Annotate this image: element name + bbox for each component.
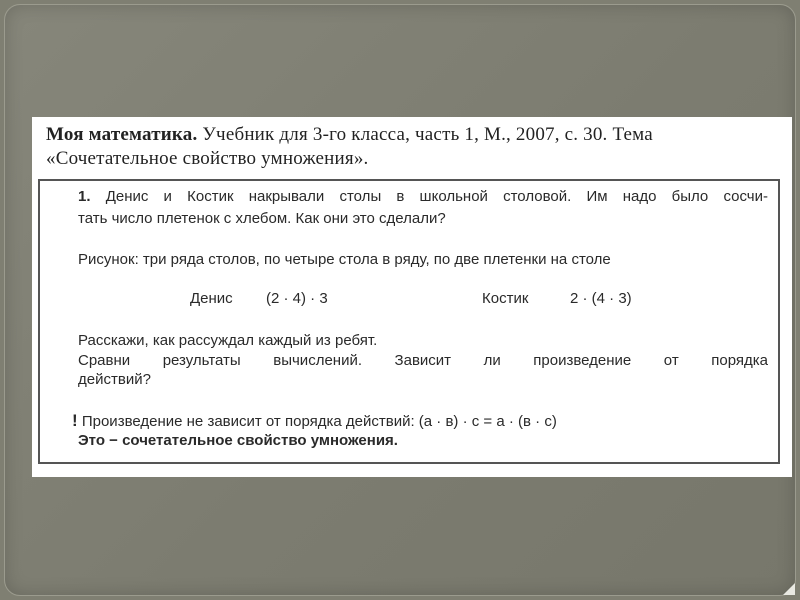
question-2-line-1: Сравни результаты вычислений. Зависит ли произведение от порядка xyxy=(78,352,768,369)
question-1: Расскажи, как рассуждал каждый из ребят. xyxy=(78,332,378,349)
denis-expression: (2 · 4) · 3 xyxy=(266,290,328,307)
kostik-label: Костик xyxy=(482,290,529,307)
rule-text: Произведение не зависит от порядка действий: (а · в) · с = а · (в · с) xyxy=(81,413,557,430)
book-title: Моя математика. xyxy=(46,124,198,145)
kostik-expression: 2 · (4 · 3) xyxy=(570,290,632,307)
corner-triangle-icon xyxy=(783,583,795,595)
denis-label: Денис xyxy=(190,290,233,307)
task-number: 1. xyxy=(78,188,91,205)
source-heading xyxy=(46,123,784,171)
task-box xyxy=(38,179,780,464)
textbook-page xyxy=(32,117,792,477)
topic-title: «Сочетательное свойство умножения». xyxy=(46,148,369,169)
book-details: Учебник для 3-го класса, часть 1, М., 2007, с. 30. Тема xyxy=(202,124,653,145)
task-text: Денис и Костик накрывали столы в школьной столовой. Им надо было сосчи- xyxy=(105,188,768,205)
task-line-2: тать число плетенок с хлебом. Как они это сделали? xyxy=(78,210,446,227)
conclusion: Это − сочетательное свойство умножения. xyxy=(78,432,398,449)
question-2-line-2: действий? xyxy=(78,371,151,388)
picture-caption: Рисунок: три ряда столов, по четыре стола в ряду, по две плетенки на столе xyxy=(78,251,611,268)
task-line-1 xyxy=(78,188,768,205)
exclamation-icon: ! xyxy=(72,411,78,430)
rule-line xyxy=(72,411,557,431)
